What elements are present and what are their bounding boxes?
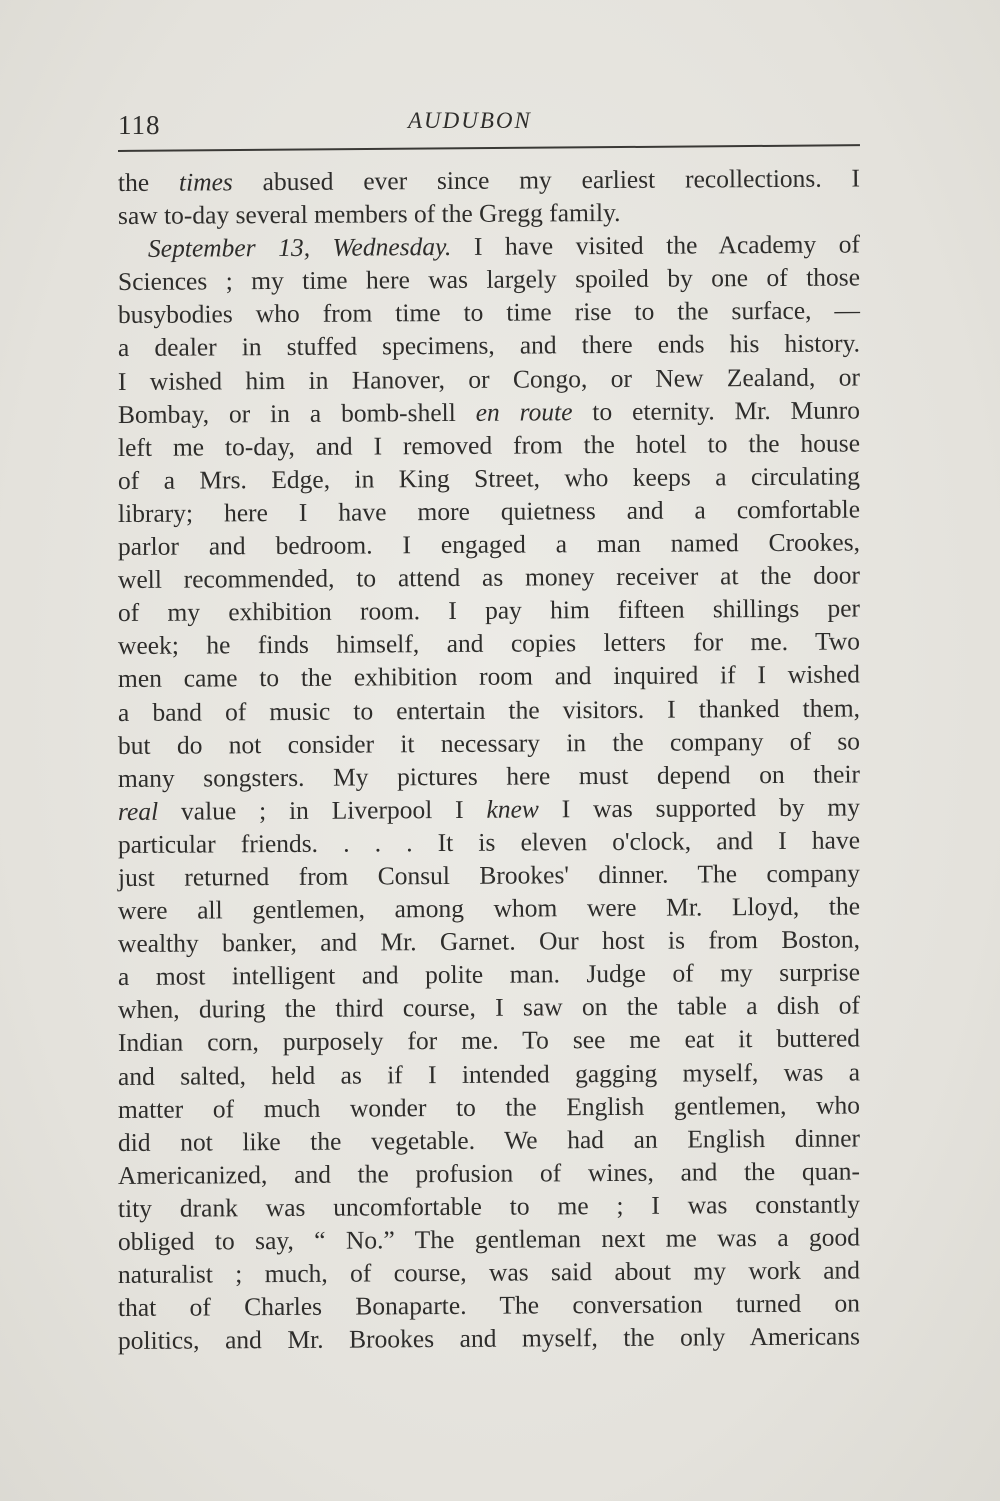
text-line	[118, 525, 860, 563]
text-line	[118, 923, 860, 961]
text-line	[118, 1055, 860, 1093]
text-run: just returned from Consul Brookes' dinner. The company	[117, 858, 861, 892]
text-run: of my exhibition room. I pay him fifteen shillings per	[117, 593, 861, 628]
text-run: to eternity. Mr. Munro	[572, 395, 861, 426]
text-line	[118, 757, 860, 795]
text-line	[118, 1088, 860, 1126]
italic-text: knew	[486, 794, 539, 824]
text-run: the	[117, 167, 180, 197]
text-line	[118, 327, 860, 365]
text-run: obliged to say, “ No.” The gentleman next me was a good	[117, 1222, 861, 1256]
text-run: Sciences ; my time here was largely spoiled by one of those	[117, 262, 861, 297]
text-line	[118, 1254, 860, 1292]
text-line	[118, 426, 860, 464]
text-run: I have visited the Academy of	[451, 229, 861, 262]
text-run: Bombay, or in a bomb-shell	[117, 397, 476, 429]
text-run: busybodies who from time to time rise to the surface, —	[117, 295, 861, 330]
text-run: were all gentlemen, among whom were Mr. Lloyd, the	[117, 891, 861, 926]
text-line	[118, 658, 860, 696]
text-line	[118, 1154, 860, 1192]
text-run: Indian corn, purposely for me. To see me eat it buttered	[117, 1023, 861, 1058]
body-text	[117, 163, 861, 1357]
text-run: did not like the vegetable. We had an English dinner	[117, 1123, 861, 1157]
text-run: I wished him in Hanover, or Congo, or New Zealand, or	[117, 362, 861, 396]
text-line	[118, 1220, 860, 1258]
text-run: matter of much wonder to the English gentlemen, who	[117, 1090, 861, 1124]
text-run: value ; in Liverpool I	[158, 794, 487, 826]
text-run: a dealer in stuffed specimens, and there ends his history.	[117, 328, 861, 363]
text-line	[118, 195, 860, 233]
text-line	[118, 856, 860, 894]
text-run: a most intelligent and polite man. Judge of my surprise	[117, 957, 861, 992]
text-line	[118, 956, 860, 994]
text-run: men came to the exhibition room and inquired if I wished	[117, 659, 861, 694]
text-run: well recommended, to attend as money receiver at the door	[117, 560, 861, 595]
text-run: naturalist ; much, of course, was said about my work and	[117, 1255, 861, 1290]
text-run: when, during the third course, I saw on the table a dish of	[117, 990, 861, 1025]
text-run: Americanized, and the profusion of wines, and the quan-	[117, 1156, 861, 1190]
text-run: week; he finds himself, and copies letters for me. Two	[117, 626, 861, 661]
text-line	[118, 691, 860, 729]
italic-text: en route	[475, 396, 573, 427]
text-line	[118, 592, 860, 630]
text-line	[118, 1187, 860, 1225]
text-line	[118, 492, 860, 530]
text-run: library; here I have more quietness and a comfortable	[117, 494, 861, 528]
text-run: that of Charles Bonaparte. The conversation turned on	[117, 1288, 861, 1323]
text-run: parlor and bedroom. I engaged a man named Crookes,	[117, 527, 861, 562]
text-line	[118, 989, 860, 1027]
text-line	[118, 823, 860, 861]
text-line	[118, 559, 860, 597]
text-line	[118, 294, 860, 332]
text-line	[118, 161, 860, 199]
text-run: but do not consider it necessary in the company of so	[117, 726, 861, 760]
text-line	[118, 890, 860, 928]
text-line	[118, 261, 860, 299]
text-line	[118, 1320, 860, 1358]
text-line	[118, 625, 860, 663]
text-line	[118, 393, 860, 431]
italic-text: real	[117, 796, 159, 826]
text-line	[118, 1287, 860, 1325]
text-line	[118, 790, 860, 828]
text-line	[118, 459, 860, 497]
running-head: AUDUBON	[408, 108, 532, 133]
text-run: many songsters. My pictures here must depend on their	[117, 759, 861, 793]
text-run: a band of music to entertain the visitors. I thanked them,	[117, 692, 861, 727]
text-run: and salted, held as if I intended gagging myself, was a	[117, 1056, 861, 1091]
text-run: saw to-day several members of the Gregg family.	[117, 198, 621, 231]
page-header	[118, 108, 860, 148]
text-line	[118, 360, 860, 398]
text-run: of a Mrs. Edge, in King Street, who keeps a circulating	[117, 461, 861, 495]
text-run: particular friends. . . . It is eleven o'clock, and I have	[117, 825, 861, 859]
text-run: tity drank was uncomfortable to me ; I was constantly	[117, 1189, 861, 1223]
text-line	[118, 1121, 860, 1159]
text-run: politics, and Mr. Brookes and myself, the only Americans	[117, 1321, 861, 1356]
text-line	[118, 724, 860, 762]
text-run: I was supported by my	[538, 792, 861, 824]
text-run: abused ever since my earliest recollections. I	[232, 163, 861, 197]
italic-text: times	[178, 167, 233, 197]
text-run: left me to-day, and I removed from the hotel to the house	[117, 428, 861, 462]
page-number: 118	[118, 110, 161, 140]
text-line	[118, 228, 860, 266]
text-line	[118, 1022, 860, 1060]
italic-text: September 13, Wednesday.	[147, 232, 452, 264]
text-run: wealthy banker, and Mr. Garnet. Our host is from Boston,	[117, 924, 861, 959]
